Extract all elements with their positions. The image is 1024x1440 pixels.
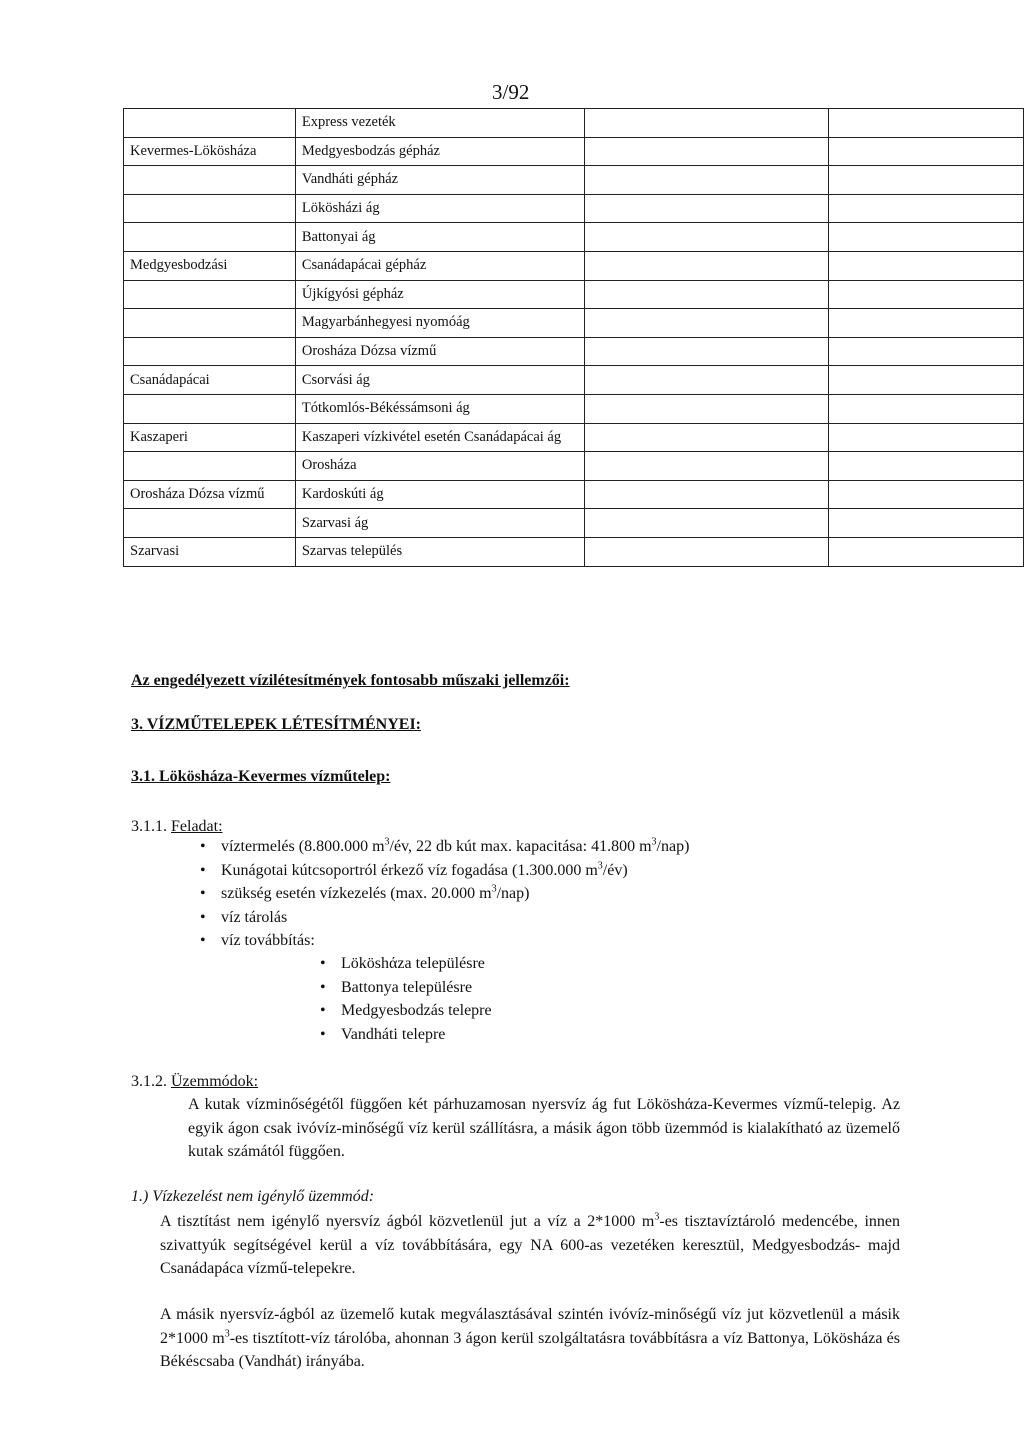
table-row — [124, 452, 1024, 481]
table-cell: Orosháza Dózsa vízmű — [295, 337, 584, 366]
table-cell — [828, 537, 1023, 566]
table-cell — [124, 394, 296, 423]
table-cell — [828, 394, 1023, 423]
table-cell: Kardoskúti ág — [295, 480, 584, 509]
table-cell: Medgyesbodzás gépház — [295, 137, 584, 166]
table-cell: Szarvas település — [295, 537, 584, 566]
modes-number: 3.1.2. — [131, 1073, 167, 1090]
list-item: • víz továbbítás: — [200, 929, 689, 953]
table-cell: Újkígyósi gépház — [295, 280, 584, 309]
table-cell — [828, 309, 1023, 338]
task-heading — [131, 818, 223, 836]
forwarding-list — [320, 952, 492, 1046]
table-cell: Tótkomlós-Békéssámsoni ág — [295, 394, 584, 423]
table-cell — [828, 280, 1023, 309]
table-cell — [584, 166, 828, 195]
task-list — [200, 835, 689, 953]
table-cell: Csorvási ág — [295, 366, 584, 395]
bullet: • — [320, 955, 326, 972]
table-cell — [584, 480, 828, 509]
table-cell — [584, 194, 828, 223]
table-cell: Csanádapácai — [124, 366, 296, 395]
table-row — [124, 337, 1024, 366]
table-cell — [124, 166, 296, 195]
table-cell: Vandháti gépház — [295, 166, 584, 195]
list-item: • víztermelés (8.800.000 $m^3/év$, 22 db kút max. kapacitása: 41.800 $m^3/nap$) — [200, 835, 689, 859]
table-row — [124, 480, 1024, 509]
bullet: • — [200, 861, 206, 879]
table-cell — [124, 223, 296, 252]
modes-heading — [131, 1073, 258, 1091]
table-row — [124, 280, 1024, 309]
page-number: 3/92 — [492, 80, 530, 104]
bullet: • — [200, 908, 206, 926]
table-cell — [584, 309, 828, 338]
table-cell — [828, 480, 1023, 509]
table-row — [124, 251, 1024, 280]
table-cell — [124, 452, 296, 481]
table-row — [124, 166, 1024, 195]
table-cell — [828, 137, 1023, 166]
table-cell: Kaszaperi — [124, 423, 296, 452]
table-cell: Kaszaperi vízkivétel esetén Csanádapácai ág — [295, 423, 584, 452]
table-cell: Medgyesbodzási — [124, 251, 296, 280]
table-cell — [828, 166, 1023, 195]
table-cell: Szarvasi ág — [295, 509, 584, 538]
bullet: • — [200, 838, 206, 855]
table-row — [124, 537, 1024, 566]
bullet: • — [200, 885, 206, 903]
pipeline-table — [123, 108, 1024, 567]
mode1-paragraph-2: A másik nyersvíz-ágból az üzemelő kutak megválasztásával szintén ivóvíz-minőségű víz jut közvetlenül a másik 2*1000 $m^3-es$ tisztított-víz tárolóba, ahonnan 3 ágon kerül szolgáltatásra továbbításra a víz Battonya, Lökösháza és Békéscsaba (Vandhát) irányába. — [160, 1306, 901, 1370]
table-cell — [124, 509, 296, 538]
table-cell: Orosháza — [295, 452, 584, 481]
table-cell — [584, 137, 828, 166]
table-cell — [584, 394, 828, 423]
table-cell — [124, 109, 296, 138]
table-cell — [584, 537, 828, 566]
chapter-heading: 3. VÍZMŰTELEPEK LÉTESÍTMÉNYEI: — [131, 716, 421, 733]
table-cell: Express vezeték — [295, 109, 584, 138]
table-cell — [828, 194, 1023, 223]
modes-paragraph: A kutak vízminőségétől függően két párhuzamosan nyersvíz ág fut Lököshάza-Kevermes vízmű-telepig. Az egyik ágon csak ivóvíz-minőségű víz kerül szállításra, a másik ágon több üzemmód is kialakítható az üzemelő kutak számától függően. — [188, 1096, 900, 1160]
task-number: 3.1.1. — [131, 818, 167, 835]
table-cell: Orosháza Dózsa vízmű — [124, 480, 296, 509]
table-cell — [828, 337, 1023, 366]
table-cell: Csanádapácai gépház — [295, 251, 584, 280]
table-cell: Battonyai ág — [295, 223, 584, 252]
modes-title: Üzemmódok: — [171, 1073, 259, 1090]
table-cell: Lökösházi ág — [295, 194, 584, 223]
bullet: • — [200, 932, 206, 950]
list-item: • szükség esetén vízkezelés (max. 20.000 $m^3/nap$) — [200, 882, 689, 906]
bullet: • — [320, 1002, 326, 1020]
list-item: • Vandháti telepre — [320, 1023, 492, 1047]
mode1-heading: 1.) Vízkezelést nem igénylő üzemmód: — [131, 1188, 375, 1205]
table-cell — [828, 251, 1023, 280]
list-item: • Battonya településre — [320, 976, 492, 1000]
table-cell — [584, 280, 828, 309]
table-cell — [828, 366, 1023, 395]
table-row — [124, 366, 1024, 395]
table-cell — [584, 223, 828, 252]
table-cell — [828, 223, 1023, 252]
table-row — [124, 309, 1024, 338]
table-row — [124, 223, 1024, 252]
subchapter-heading: 3.1. Lökösháza-Kevermes vízműtelep: — [131, 768, 391, 785]
table-cell — [584, 366, 828, 395]
table-cell — [124, 309, 296, 338]
list-item: • Kunágotai kútcsoportról érkező víz fogadása (1.300.000 $m^3/év$) — [200, 859, 689, 883]
table-cell: Magyarbánhegyesi nyomóág — [295, 309, 584, 338]
bullet: • — [320, 1025, 326, 1043]
table-cell — [124, 337, 296, 366]
table-row — [124, 194, 1024, 223]
task-title: Feladat: — [171, 818, 223, 835]
table-cell — [584, 423, 828, 452]
table-cell: Szarvasi — [124, 537, 296, 566]
table-row — [124, 423, 1024, 452]
table-cell — [828, 109, 1023, 138]
list-item: • Lököshάza településre — [320, 952, 492, 976]
list-item: • Medgyesbodzás telepre — [320, 999, 492, 1023]
table-cell — [124, 194, 296, 223]
table-cell — [828, 452, 1023, 481]
table-cell — [828, 509, 1023, 538]
table-cell — [124, 280, 296, 309]
section-heading: Az engedélyezett vízilétesítmények fontosabb műszaki jellemzői: — [131, 672, 570, 689]
bullet: • — [320, 978, 326, 996]
table-cell — [584, 337, 828, 366]
list-item: • víz tárolás — [200, 906, 689, 930]
mode1-paragraph-1: A tisztítást nem igénylő nyersvíz ágból közvetlenül jut a víz a 2*1000 $m^3-es$ tisztavíztároló medencébe, innen szivattyúk segítségével kerül a víz továbbítására, egy NA 600-as vezetéken keresztül, Medgyesbodzás- majd Csanádapáca vízmű-telepekre. — [160, 1211, 901, 1277]
table-cell — [584, 452, 828, 481]
table-row — [124, 394, 1024, 423]
table-row — [124, 509, 1024, 538]
table-row — [124, 109, 1024, 138]
table-cell — [584, 109, 828, 138]
table-cell — [584, 509, 828, 538]
table-cell — [828, 423, 1023, 452]
table-cell: Kevermes-Lökösháza — [124, 137, 296, 166]
table-row — [124, 137, 1024, 166]
table-cell — [584, 251, 828, 280]
